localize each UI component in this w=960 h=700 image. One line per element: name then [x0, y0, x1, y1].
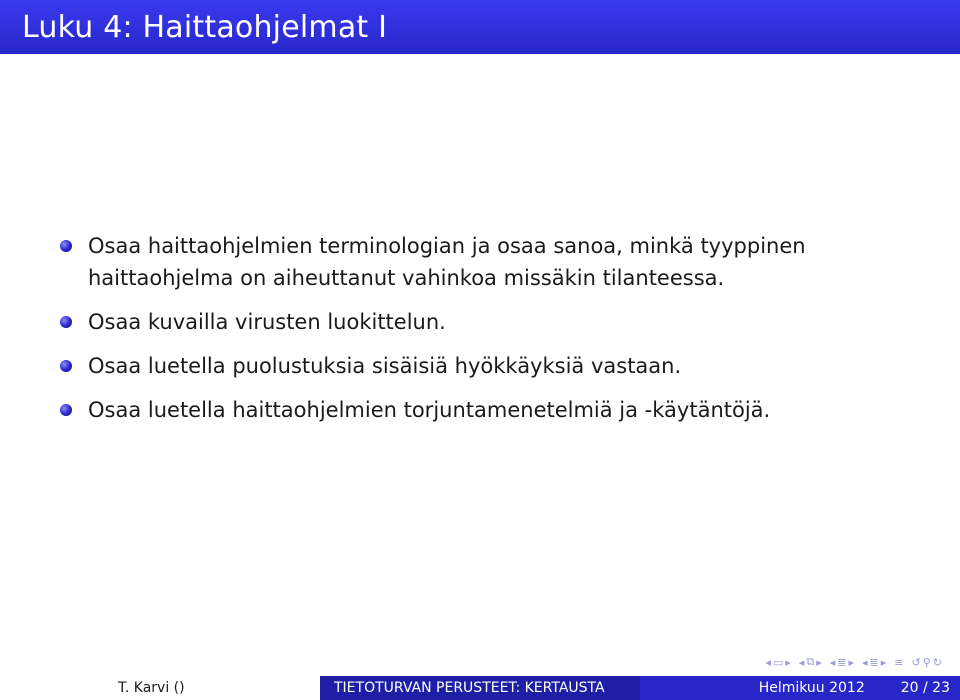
nav-subsection-icon[interactable]: ≣ [869, 655, 879, 669]
bullet-text: Osaa kuvailla virusten luokittelun. [88, 310, 446, 334]
bullet-item [60, 306, 940, 338]
bullet-text: Osaa haittaohjelmien terminologian ja osaa sanoa, minkä tyyppinen haittaohjelma on aiheuttanut vahinkoa missäkin tilanteessa. [88, 234, 806, 290]
nav-next-subsection-icon[interactable]: ▸ [880, 655, 887, 669]
footer-author: T. Karvi () [0, 676, 320, 700]
nav-prev-section-icon[interactable]: ◂ [798, 655, 805, 669]
ball-bullet-icon [60, 360, 72, 372]
nav-subsection-icon[interactable]: ≣ [837, 655, 847, 669]
nav-frame-icon[interactable]: ▭ [772, 655, 784, 669]
bullet-text: Osaa luetella puolustuksia sisäisiä hyökkäyksiä vastaan. [88, 354, 682, 378]
footer-date: Helmikuu 2012 [758, 680, 865, 696]
nav-next-subsection-icon[interactable]: ▸ [848, 655, 854, 669]
bullet-item [60, 394, 940, 426]
nav-next-section-icon[interactable]: ▸ [816, 655, 822, 669]
nav-align-icon[interactable]: ≡ [894, 655, 904, 669]
bullet-item [60, 350, 940, 382]
nav-prev-frame-icon[interactable]: ◂ [765, 655, 771, 669]
slide-title: Luku 4: Haittaohjelmat I [22, 9, 388, 45]
title-bar [0, 0, 960, 54]
beamer-navigation [765, 652, 942, 672]
nav-search-icon[interactable]: ⚲ [922, 655, 931, 669]
nav-search-icon[interactable]: ↻ [932, 655, 942, 669]
ball-bullet-icon [60, 404, 72, 416]
nav-section-icon[interactable]: ⧉ [806, 655, 815, 668]
ball-bullet-icon [60, 240, 72, 252]
ball-bullet-icon [60, 316, 72, 328]
footer-page-number: 20 / 23 [900, 680, 950, 696]
footer [0, 676, 960, 700]
bullet-list [60, 230, 940, 438]
nav-prev-subsection-icon[interactable]: ◂ [829, 655, 836, 669]
bullet-text: Osaa luetella haittaohjelmien torjuntamenetelmiä ja -käytäntöjä. [88, 398, 771, 422]
bullet-item [60, 230, 940, 294]
nav-prev-subsection-icon[interactable]: ◂ [862, 655, 868, 669]
nav-next-frame-icon[interactable]: ▸ [785, 655, 791, 669]
footer-course-title: TIETOTURVAN PERUSTEET: KERTAUSTA [320, 676, 640, 700]
footer-right [640, 676, 960, 700]
nav-search-icon[interactable]: ↺ [911, 655, 921, 669]
